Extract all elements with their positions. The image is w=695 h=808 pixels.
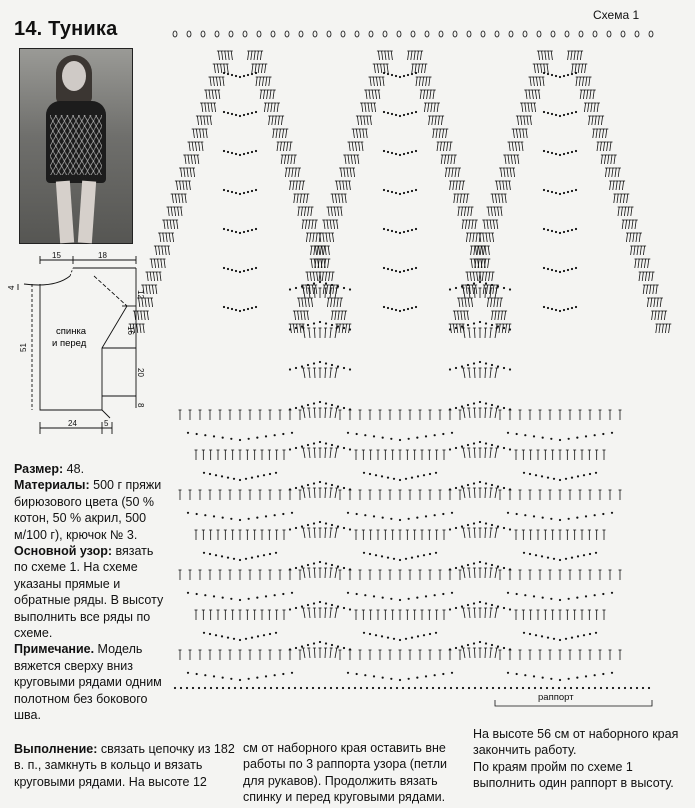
schematic-label-1: спинка [56, 326, 87, 337]
dim-right-3: 20 [136, 368, 145, 377]
dim-bottom-2: 5 [104, 419, 109, 428]
continuation-right-1: На высоте 56 см от наборного края закончить работу. [473, 727, 679, 758]
continuation-right-2: По краям пройм по схеме 1 выполнить один раппорт в высоту. [473, 759, 674, 791]
dim-left-height: 51 [19, 343, 28, 352]
execution-label: Выполнение: [14, 742, 98, 756]
dim-top-right: 18 [98, 251, 107, 260]
materials-value: 500 г пряжи бирюзового цвета (50 % котон, 50 % акрил, 500 м/100 г), крючок № 3. [14, 478, 162, 542]
dim-right-4: 8 [136, 403, 145, 408]
continuation-mid: см от наборного края оставить вне работы по 3 раппорта узора (петли для рукавов). Продолжить вязать спинку и перед круговыми рядами. [243, 741, 447, 805]
pattern-label: Основной узор: [14, 544, 113, 559]
garment-schematic [7, 248, 160, 443]
scheme-label: Схема 1 [593, 8, 640, 22]
size-value: 48. [63, 462, 85, 476]
dim-bottom-1: 24 [68, 419, 77, 428]
instructions-left [14, 461, 170, 724]
note-value: Модель вяжется сверху вниз круговыми рядами одним полотном без бокового шва. [14, 642, 162, 723]
note-label: Примечание. [14, 642, 95, 657]
schematic-label-2: и перед [52, 338, 87, 349]
dim-left-small: 4 [7, 285, 16, 290]
execution-block [14, 741, 240, 790]
page-title: 14. Туника [14, 18, 118, 40]
materials-label: Материалы: [14, 478, 90, 493]
execution-value: связать цепочку из 182 в. п., замкнуть в кольцо и вязать круговыми рядами. На высоте 12 [14, 742, 235, 789]
continuation-right [473, 726, 693, 792]
dim-right-2: 16 [126, 326, 135, 335]
dim-top-left: 15 [52, 251, 61, 260]
rapport-label: раппорт [538, 692, 574, 703]
pattern-value: вязать по схеме 1. На схеме указаны прямые и обратные ряды. В высоту выполнить все ряды по схеме. [14, 544, 164, 641]
dim-right-1: 12 [136, 290, 145, 299]
model-photo [19, 48, 133, 244]
crochet-chart [155, 20, 665, 710]
size-label: Размер: [14, 462, 64, 476]
